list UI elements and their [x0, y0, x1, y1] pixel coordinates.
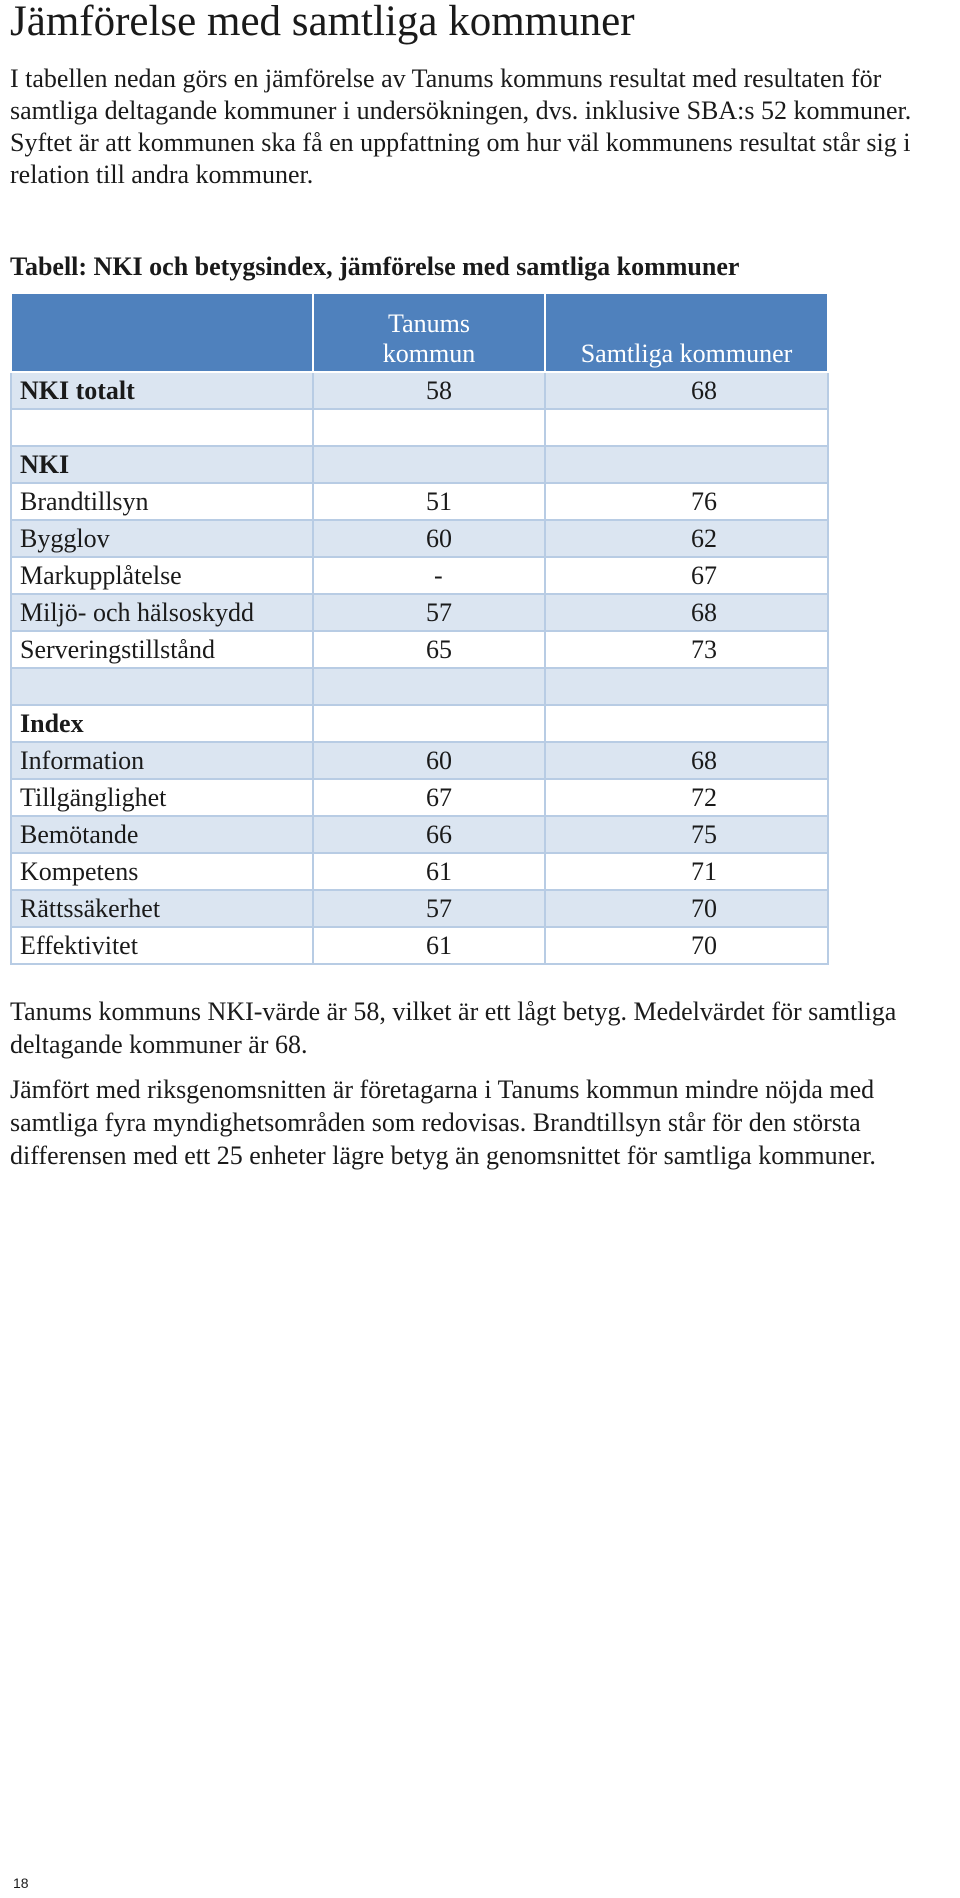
header-tanum-cell — [313, 293, 545, 372]
table-row — [11, 520, 828, 557]
row-samtliga-value — [545, 705, 828, 742]
row-label: Information — [11, 742, 313, 779]
table-row — [11, 890, 828, 927]
row-tanum-value: 58 — [313, 372, 545, 409]
table-row — [11, 742, 828, 779]
row-label: Markupplåtelse — [11, 557, 313, 594]
row-samtliga-value: 70 — [545, 927, 828, 964]
row-label: Miljö- och hälsoskydd — [11, 594, 313, 631]
row-label: Index — [11, 705, 313, 742]
table-caption: Tabell: NKI och betygsindex, jämförelse med samtliga kommuner — [10, 252, 740, 281]
row-tanum-value: 60 — [313, 520, 545, 557]
row-samtliga-value — [545, 446, 828, 483]
comparison-table — [10, 292, 829, 965]
row-label — [11, 668, 313, 705]
intro-paragraph: I tabellen nedan görs en jämförelse av Tanums kommuns resultat med resultaten för samtliga deltagande kommuner i undersökningen, dvs. inklusive SBA:s 52 kommuner. Syftet är att kommunen ska få en uppfattning om hur väl kommunens resultat står sig i relation till andra kommuner. — [10, 64, 912, 189]
header-tanum-text: Tanums kommun — [382, 309, 476, 368]
row-samtliga-value: 70 — [545, 890, 828, 927]
table-header-row — [11, 293, 828, 372]
comparison-paragraph: Jämfört med riksgenomsnitten är företagarna i Tanums kommun mindre nöjda med samtliga fyra myndighetsområden som redovisas. Brandtillsyn står för den största differensen med ett 25 enheter lägre betyg än genomsnittet för samtliga kommuner. — [10, 1075, 876, 1170]
row-tanum-value — [313, 705, 545, 742]
header-label-cell — [11, 293, 313, 372]
row-label — [11, 409, 313, 446]
table-row — [11, 557, 828, 594]
table-row — [11, 483, 828, 520]
table-row — [11, 816, 828, 853]
table-row — [11, 668, 828, 705]
row-samtliga-value: 76 — [545, 483, 828, 520]
row-tanum-value — [313, 409, 545, 446]
row-label: Kompetens — [11, 853, 313, 890]
table-row — [11, 853, 828, 890]
row-samtliga-value — [545, 668, 828, 705]
row-tanum-value: 65 — [313, 631, 545, 668]
page-number: 18 — [13, 1875, 29, 1891]
row-tanum-value — [313, 668, 545, 705]
row-samtliga-value: 75 — [545, 816, 828, 853]
table-row — [11, 409, 828, 446]
row-tanum-value: 66 — [313, 816, 545, 853]
row-tanum-value: 60 — [313, 742, 545, 779]
table-row — [11, 927, 828, 964]
row-tanum-value: 57 — [313, 890, 545, 927]
row-tanum-value: 57 — [313, 594, 545, 631]
summary-paragraph: Tanums kommuns NKI-värde är 58, vilket är ett lågt betyg. Medelvärdet för samtliga deltagande kommuner är 68. — [10, 997, 897, 1059]
table-row — [11, 705, 828, 742]
row-samtliga-value: 67 — [545, 557, 828, 594]
row-samtliga-value: 68 — [545, 372, 828, 409]
row-label: Bygglov — [11, 520, 313, 557]
row-tanum-value — [313, 446, 545, 483]
row-tanum-value: 67 — [313, 779, 545, 816]
table-row — [11, 372, 828, 409]
row-label: Bemötande — [11, 816, 313, 853]
header-samtliga-cell: Samtliga kommuner — [545, 293, 828, 372]
row-label: Tillgänglighet — [11, 779, 313, 816]
row-tanum-value: 61 — [313, 853, 545, 890]
row-label: NKI — [11, 446, 313, 483]
table-row — [11, 446, 828, 483]
row-label: Effektivitet — [11, 927, 313, 964]
table-row — [11, 594, 828, 631]
section-heading: Jämförelse med samtliga kommuner — [10, 0, 635, 45]
row-label: Rättssäkerhet — [11, 890, 313, 927]
table-row — [11, 779, 828, 816]
row-tanum-value: 51 — [313, 483, 545, 520]
row-tanum-value: 61 — [313, 927, 545, 964]
row-label: Brandtillsyn — [11, 483, 313, 520]
row-samtliga-value: 68 — [545, 742, 828, 779]
row-label: NKI totalt — [11, 372, 313, 409]
row-label: Serveringstillstånd — [11, 631, 313, 668]
row-samtliga-value: 71 — [545, 853, 828, 890]
document-page — [10, 0, 950, 1172]
row-samtliga-value: 62 — [545, 520, 828, 557]
row-samtliga-value: 73 — [545, 631, 828, 668]
row-samtliga-value: 68 — [545, 594, 828, 631]
row-tanum-value: - — [313, 557, 545, 594]
table-row — [11, 631, 828, 668]
row-samtliga-value — [545, 409, 828, 446]
row-samtliga-value: 72 — [545, 779, 828, 816]
